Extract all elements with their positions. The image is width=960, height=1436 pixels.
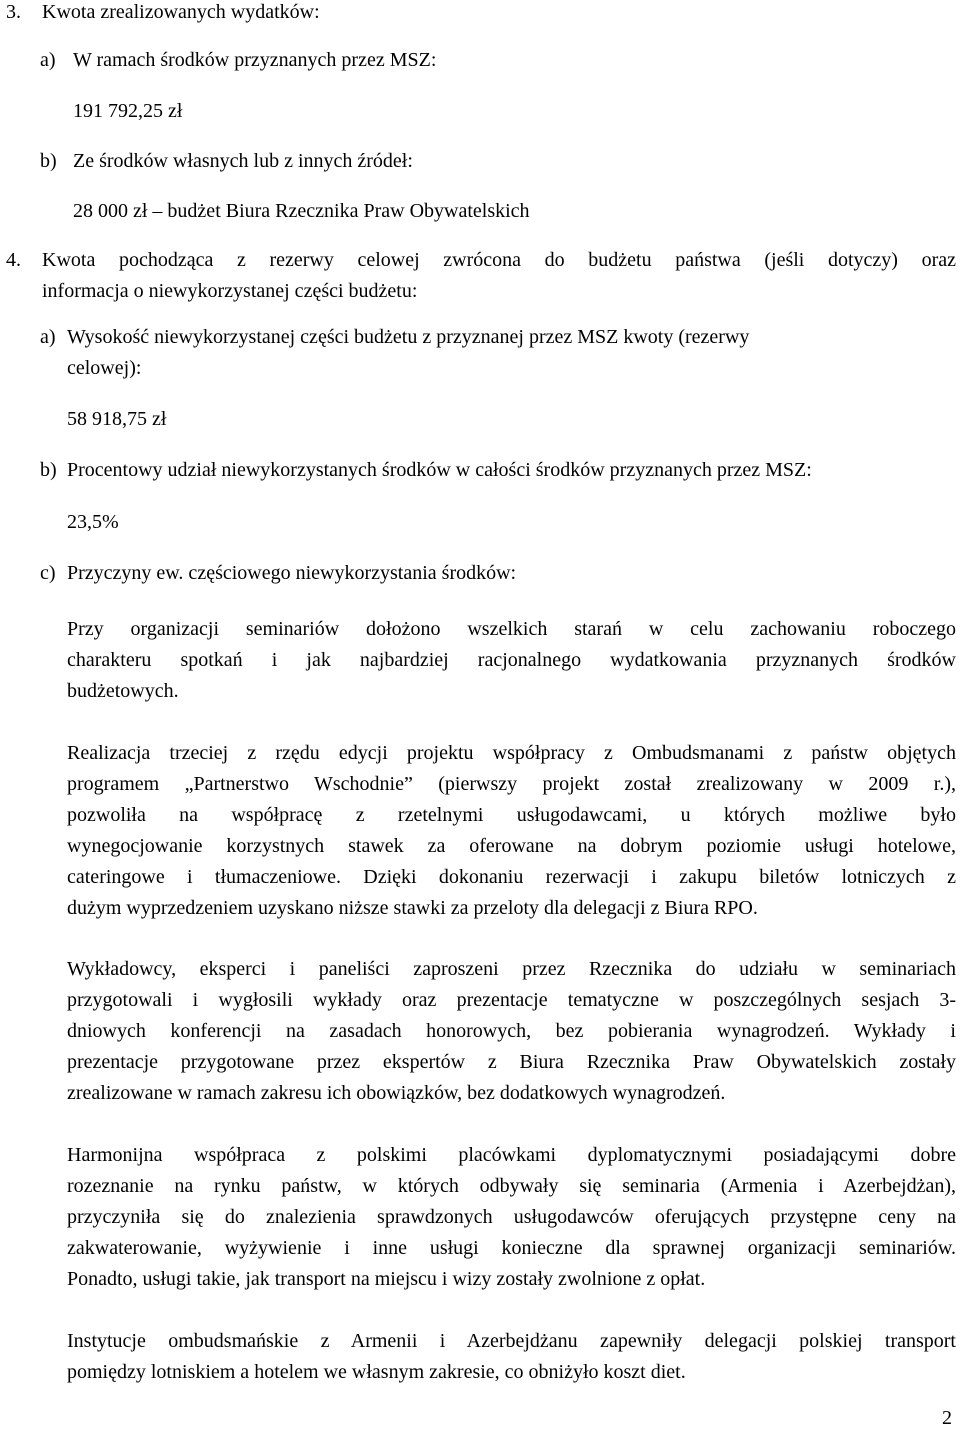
paragraph-1-line-3: budżetowych. [67,680,179,702]
paragraph-4-line-3: przyczyniła się do znalezienia sprawdzonych usługodawców oferujących przystępne ceny na [67,1206,956,1228]
paragraph-1-line-2: charakteru spotkań i jak najbardziej racjonalnego wydatkowania przyznanych środków [67,649,956,671]
section-4a-text-line-2: celowej): [67,357,142,379]
section-3-number: 3. [6,1,21,23]
section-4-title-line-2: informacja o niewykorzystanej części budżetu: [42,280,418,302]
paragraph-2-line-1: Realizacja trzeciej z rzędu edycji projektu współpracy z Ombudsmanami z państw objętych [67,742,956,764]
paragraph-4-line-4: zakwaterowanie, wyżywienie i inne usługi konieczne dla sprawnej organizacji seminariów. [67,1237,956,1259]
paragraph-1-line-1: Przy organizacji seminariów dołożono wszelkich starań w celu zachowaniu roboczego [67,618,956,640]
paragraph-3-line-1: Wykładowcy, eksperci i paneliści zaproszeni przez Rzecznika do udziału w seminariach [67,958,956,980]
section-4-title-line-1: Kwota pochodząca z rezerwy celowej zwrócona do budżetu państwa (jeśli dotyczy) oraz [42,249,956,271]
section-3b-label: b) [40,150,57,172]
section-3a-value: 191 792,25 zł [73,100,183,122]
page-number: 2 [942,1407,952,1429]
paragraph-2-line-5: cateringowe i tłumaczeniowe. Dzięki dokonaniu rezerwacji i zakupu biletów lotniczych z [67,866,956,888]
section-4b-value: 23,5% [67,511,119,533]
paragraph-5-line-1: Instytucje ombudsmańskie z Armenii i Azerbejdżanu zapewniły delegacji polskiej transport [67,1330,956,1352]
paragraph-3-line-4: prezentacje przygotowane przez ekspertów z Biura Rzecznika Praw Obywatelskich zostały [67,1051,956,1073]
section-4-number: 4. [6,249,21,271]
paragraph-3-line-5: zrealizowane w ramach zakresu ich obowiązków, bez dodatkowych wynagrodzeń. [67,1082,726,1104]
paragraph-3-line-3: dniowych konferencji na zasadach honorowych, bez pobierania wynagrodzeń. Wykłady i [67,1020,956,1042]
section-4b-label: b) [40,459,57,481]
section-4a-text-line-1: Wysokość niewykorzystanej części budżetu z przyznanej przez MSZ kwoty (rezerwy [67,326,750,348]
paragraph-2-line-2: programem „Partnerstwo Wschodnie” (pierwszy projekt został zrealizowany w 2009 r.), [67,773,956,795]
section-4a-value: 58 918,75 zł [67,408,167,430]
paragraph-2-line-3: pozwoliła na współpracę z rzetelnymi usługodawcami, u których możliwe było [67,804,956,826]
paragraph-3-line-2: przygotowali i wygłosili wykłady oraz prezentacje tematyczne w poszczególnych sesjach 3- [67,989,956,1011]
section-4c-text: Przyczyny ew. częściowego niewykorzystania środków: [67,562,517,584]
section-3a-label: a) [40,49,56,71]
section-4a-label: a) [40,326,56,348]
section-4c-label: c) [40,562,56,584]
section-3a-text: W ramach środków przyznanych przez MSZ: [73,49,437,71]
paragraph-4-line-1: Harmonijna współpraca z polskimi placówkami dyplomatycznymi posiadającymi dobre [67,1144,956,1166]
paragraph-2-line-6: dużym wyprzedzeniem uzyskano niższe stawki za przeloty dla delegacji z Biura RPO. [67,897,758,919]
paragraph-5-line-2: pomiędzy lotniskiem a hotelem we własnym zakresie, co obniżyło koszt diet. [67,1361,686,1383]
paragraph-4-line-5: Ponadto, usługi takie, jak transport na miejscu i wizy zostały zwolnione z opłat. [67,1268,706,1290]
section-3-title: Kwota zrealizowanych wydatków: [42,1,320,23]
paragraph-4-line-2: rozeznanie na rynku państw, w których odbywały się seminaria (Armenia i Azerbejdżan), [67,1175,956,1197]
section-4b-text: Procentowy udział niewykorzystanych środków w całości środków przyznanych przez MSZ: [67,459,812,481]
section-3b-value: 28 000 zł – budżet Biura Rzecznika Praw Obywatelskich [73,200,530,222]
section-3b-text: Ze środków własnych lub z innych źródeł: [73,150,413,172]
paragraph-2-line-4: wynegocjowanie korzystnych stawek za oferowane na dobrym poziomie usługi hotelowe, [67,835,956,857]
